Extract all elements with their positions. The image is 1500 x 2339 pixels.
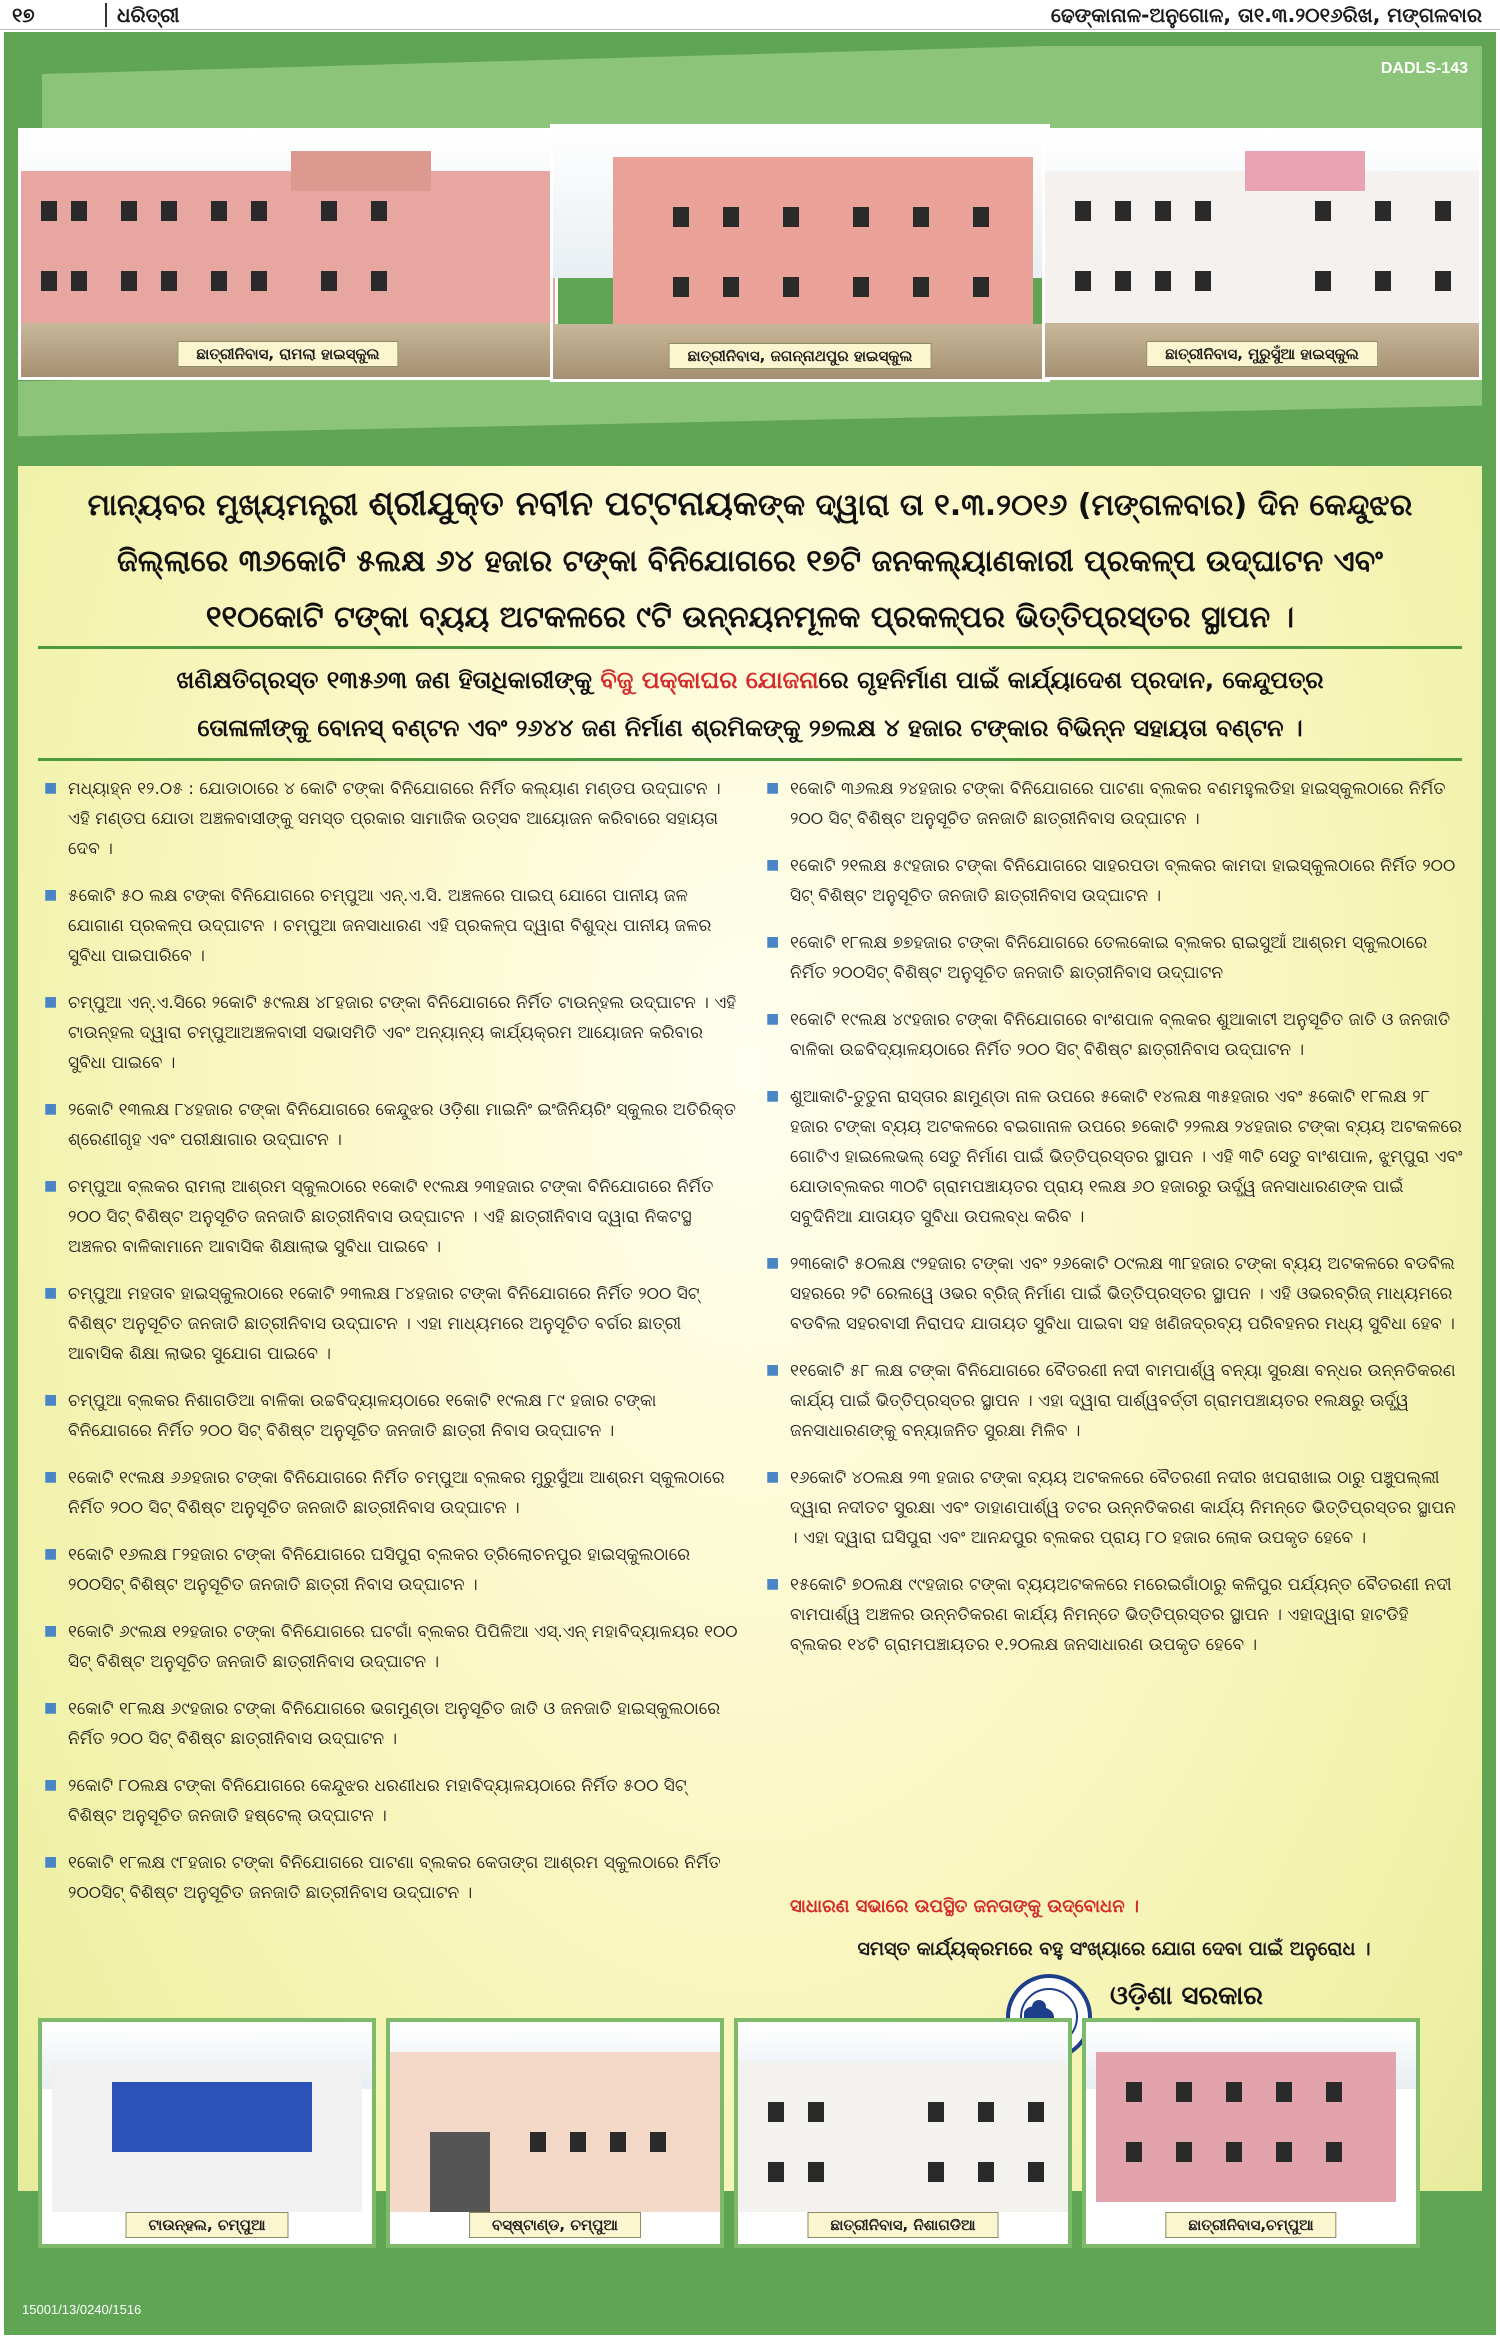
list-item: ■ ୧କୋଟି ୧୬ଲକ୍ଷ ୮୨ହଜାର ଟଙ୍କା ବିନିଯୋଗରେ ଘସିପୁରା ବ୍ଲକର ତ୍ରିଲୋଚନପୁର ହାଇସ୍କୁଲଠାରେ ୨୦୦ସିଟ୍ ବିଶିଷ୍ଟ ଅନୁସୂଚିତ ଜନଜାତି ଛାତ୍ରୀ ନିବାସ ଉଦ୍‌ଘାଟନ । xyxy=(44,1545,691,1595)
photo-hostel-jagannathpur xyxy=(550,124,1050,382)
list-item: ■ ୧କୋଟି ୧୮ଲକ୍ଷ ୬୯ହଜାର ଟଙ୍କା ବିନିଯୋଗରେ ଭଗମୁଣ୍ଡା ଅନୁସୂଚିତ ଜାତି ଓ ଜନଜାତି ହାଇସ୍କୁଲଠାରେ ନିର୍ମିତ ୨୦୦ ସିଟ୍ ବିଶିଷ୍ଟ ଛାତ୍ରୀନିବାସ ଉଦ୍‌ଘାଟନ । xyxy=(44,1699,721,1749)
right-column xyxy=(764,774,1464,1677)
closing-notes xyxy=(764,1886,1464,1970)
bullet-icon: ■ xyxy=(44,1392,58,1408)
photo-hostel-murusuan xyxy=(1042,128,1482,380)
photo-caption: ଛାତ୍ରୀନିବାସ, ଜଗନ୍ନାଥପୁର ହାଇସ୍କୁଲ xyxy=(669,343,932,369)
photo-hostel-nishagadia xyxy=(734,2018,1072,2248)
photo-caption: ଛାତ୍ରୀନିବାସ,ଚମ୍ପୁଆ xyxy=(1165,2212,1336,2238)
govt-name: ଓଡ଼ିଶା ସରକାର xyxy=(1110,1981,1264,2011)
list-item: ■ ୧୫କୋଟି ୭୦ଲକ୍ଷ ୯୯ହଜାର ଟଙ୍କା ବ୍ୟୟଅଟକଳରେ ମରେଇଗାଁଠାରୁ କଳିପୁର ପର୍ଯ୍ୟନ୍ତ ବୈତରଣୀ ନଦୀ ବାମପାର୍ଶ୍ୱ ଅଞ୍ଚଳର ଉନ୍ନତିକରଣ କାର୍ଯ୍ୟ ନିମନ୍ତେ ଭିତ୍ତିପ୍ରସ୍ତର ସ୍ଥାପନ । ଏହାଦ୍ୱାରା ହାଟଡିହି ବ୍ଲକର ୧୪ଟି ଗ୍ରାମପଞ୍ଚାୟତର ୧.୨୦ଲକ୍ଷ ଜନସାଧାରଣ ଉପକୃତ ହେବେ । xyxy=(766,1575,1452,1655)
photo-caption: ଛାତ୍ରୀନିବାସ, ନିଶାଗଡିଆ xyxy=(807,2212,998,2238)
photo-caption: ଛାତ୍ରୀନିବାସ, ରାମଲା ହାଇସ୍କୁଲ xyxy=(177,341,398,367)
list-item: ■ ମଧ୍ୟାହ୍ନ ୧୨.୦୫ : ଯୋଡାଠାରେ ୪ କୋଟି ଟଙ୍କା ବିନିଯୋଗରେ ନିର୍ମିତ କଲ୍ୟାଣ ମଣ୍ଡପ ଉଦ୍‌ଘାଟନ । ଏହି ମଣ୍ଡପ ଯୋଡା ଅଞ୍ଚଳବାସୀଙ୍କୁ ସମସ୍ତ ପ୍ରକାର ସାମାଜିକ ଉତ୍ସବ ଆୟୋଜନ କରିବାରେ ସହାୟତା ଦେବ । xyxy=(44,779,721,859)
bullet-icon: ■ xyxy=(766,780,780,796)
list-item: ■ ୧କୋଟି ୨୧ଲକ୍ଷ ୫୯ହଜାର ଟଙ୍କା ବିନିଯୋଗରେ ସାହରପଡା ବ୍ଲକର କାମଦା ହାଇସ୍କୁଲଠାରେ ନିର୍ମିତ ୨୦୦ ସିଟ୍ ବିଶିଷ୍ଟ ଅନୁସୂଚିତ ଜନଜାତି ଛାତ୍ରୀନିବାସ ଉଦ୍‌ଘାଟନ । xyxy=(766,856,1456,906)
newspaper-name: ଧରିତ୍ରୀ xyxy=(105,3,179,27)
bullet-icon: ■ xyxy=(766,1469,780,1485)
bullet-icon: ■ xyxy=(44,1285,58,1301)
list-item: ■ ୨କୋଟି ୧୩ଲକ୍ଷ ୮୪ହଜାର ଟଙ୍କା ବିନିଯୋଗରେ କେନ୍ଦୁଝର ଓଡ଼ିଶା ମାଇନିଂ ଇଂଜିନିୟରିଂ ସ୍କୁଲର ଅତିରିକ୍ତ ଶ୍ରେଣୀଗୃହ ଏବଂ ପରୀକ୍ଷାଗାର ଉଦ୍‌ଘାଟନ । xyxy=(44,1100,737,1150)
photo-caption: ବସ୍‌ଷ୍ଟାଣ୍ଡ, ଚମ୍ପୁଆ xyxy=(469,2212,641,2238)
bullet-icon: ■ xyxy=(766,1362,780,1378)
dateline: ଢେଙ୍କାନାଳ-ଅନୁଗୋଳ, ତା୧.୩.୨୦୧୬ରିଖ, ମଙ୍ଗଳବାର xyxy=(1050,3,1482,27)
photo-hostel-ramla xyxy=(18,128,558,380)
list-item: ■ ୧୬କୋଟି ୪୦ଲକ୍ଷ ୨୩ ହଜାର ଟଙ୍କା ବ୍ୟୟ ଅଟକଳରେ ବୈତରଣୀ ନଦୀର ଖପରାଖାଇ ଠାରୁ ପଞ୍ଚୁପଲ୍ଲୀ ଦ୍ୱାରା ନଦୀତଟ ସୁରକ୍ଷା ଏବଂ ଡାହାଣପାର୍ଶ୍ୱ ତଟର ଉନ୍ନତିକରଣ କାର୍ଯ୍ୟ ନିମନ୍ତେ ଭିତ୍ତିପ୍ରସ୍ତର ସ୍ଥାପନ । ଏହା ଦ୍ୱାରା ଘସିପୁରା ଏବଂ ଆନନ୍ଦପୁର ବ୍ଲକର ପ୍ରାୟ ୮୦ ହଜାର ଲୋକ ଉପକୃତ ହେବେ । xyxy=(766,1468,1456,1548)
ad-reference-code: 15001/13/0240/1516 xyxy=(22,2302,142,2317)
list-item: ■ ୧କୋଟି ୧୯ଲକ୍ଷ ୪୯ହଜାର ଟଙ୍କା ବିନିଯୋଗରେ ବାଂଶପାଳ ବ୍ଲକର ଶୁଆକାଟୀ ଅନୁସୂଚିତ ଜାତି ଓ ଜନଜାତି ବାଳିକା ଉଚ୍ଚବିଦ୍ୟାଳୟଠାରେ ନିର୍ମିତ ୨୦୦ ସିଟ୍ ବିଶିଷ୍ଟ ଛାତ୍ରୀନିବାସ ଉଦ୍‌ଘାଟନ । xyxy=(766,1010,1451,1060)
list-item: ■ ୧କୋଟି ୬୯ଲକ୍ଷ ୧୨ହଜାର ଟଙ୍କା ବିନିଯୋଗରେ ଘଟଗାଁ ବ୍ଲକର ପିପିଳିଆ ଏସ୍.ଏନ୍ ମହାବିଦ୍ୟାଳୟର ୧୦୦ ସିଟ୍ ବିଶିଷ୍ଟ ଅନୁସୂଚିତ ଜନଜାତି ଛାତ୍ରୀନିବାସ ଉଦ୍‌ଘାଟନ । xyxy=(44,1622,738,1672)
bullet-icon: ■ xyxy=(766,1576,780,1592)
bullet-icon: ■ xyxy=(766,934,780,950)
bullet-icon: ■ xyxy=(766,1011,780,1027)
list-item: ■ ଚମ୍ପୁଆ ବ୍ଲକର ନିଶାଗଡିଆ ବାଳିକା ଉଚ୍ଚବିଦ୍ୟାଳୟଠାରେ ୧କୋଟି ୧୯ଲକ୍ଷ ୮୯ ହଜାର ଟଙ୍କା ବିନିଯୋଗରେ ନିର୍ମିତ ୨୦୦ ସିଟ୍ ବିଶିଷ୍ଟ ଅନୁସୂଚିତ ଜନଜାତି ଛାତ୍ରୀ ନିବାସ ଉଦ୍‌ଘାଟନ । xyxy=(44,1391,657,1441)
subhead-post: ରେ ଗୃହନିର୍ମାଣ ପାଇଁ କାର୍ଯ୍ୟାଦେଶ ପ୍ରଦାନ, କେନ୍ଦୁପତ୍ର xyxy=(818,666,1324,694)
bullet-icon: ■ xyxy=(44,887,58,903)
left-column xyxy=(42,774,738,1925)
list-item: ■ ୨କୋଟି ୮୦ଲକ୍ଷ ଟଙ୍କା ବିନିଯୋଗରେ କେନ୍ଦୁଝର ଧରଣୀଧର ମହାବିଦ୍ୟାଳୟଠାରେ ନିର୍ମିତ ୫୦୦ ସିଟ୍ ବିଶିଷ୍ଟ ଅନୁସୂଚିତ ଜନଜାତି ହଷ୍ଟେଲ୍ ଉଦ୍‌ଘାଟନ । xyxy=(44,1776,687,1826)
bullet-icon: ■ xyxy=(44,1178,58,1194)
attendance-request: ସମସ୍ତ କାର୍ଯ୍ୟକ୍ରମରେ ବହୁ ସଂଖ୍ୟାରେ ଯୋଗ ଦେବା ପାଇଁ ଅନୁରୋଧ । xyxy=(857,1938,1371,1960)
headline-pre: ମାନ୍ୟବର ମୁଖ୍ୟମନ୍ତ୍ରୀ xyxy=(87,488,359,523)
advertisement-body xyxy=(18,46,1482,2321)
list-item: ■ ୧୧କୋଟି ୫୮ ଲକ୍ଷ ଟଙ୍କା ବିନିଯୋଗରେ ବୈତରଣୀ ନଦୀ ବାମପାର୍ଶ୍ୱ ବନ୍ୟା ସୁରକ୍ଷା ବନ୍ଧର ଉନ୍ନତିକରଣ କାର୍ଯ୍ୟ ପାଇଁ ଭିତ୍ତିପ୍ରସ୍ତର ସ୍ଥାପନ । ଏହା ଦ୍ୱାରା ପାର୍ଶ୍ୱବର୍ତ୍ତୀ ଗ୍ରାମପଞ୍ଚାୟତର ୧ଲକ୍ଷରୁ ଊର୍ଦ୍ଧ୍ୱ ଜନସାଧାରଣଙ୍କୁ ବନ୍ୟାଜନିତ ସୁରକ୍ଷା ମିଳିବ । xyxy=(766,1361,1456,1441)
headline-line-3: ୧୧୦କୋଟି ଟଙ୍କା ବ୍ୟୟ ଅଟକଳରେ ୯ଟି ଉନ୍ନୟନମୂଳକ ପ୍ରକଳ୍ପର ଭିତ୍ତିପ୍ରସ୍ତର ସ୍ଥାପନ । xyxy=(205,600,1295,635)
public-address-note: ସାଧାରଣ ସଭାରେ ଉପସ୍ଥିତ ଜନତାଙ୍କୁ ଉଦ୍‌ବୋଧନ । xyxy=(790,1896,1139,1917)
photo-caption: ଟାଉନ୍‌ହଲ, ଚମ୍ପୁଆ xyxy=(126,2212,289,2238)
page-number: ୧୭ xyxy=(12,3,35,27)
bullet-icon: ■ xyxy=(44,1469,58,1485)
photo-hostel-champua xyxy=(1082,2018,1420,2248)
bullet-icon: ■ xyxy=(44,1546,58,1562)
ad-code: DADLS-143 xyxy=(1380,60,1468,77)
list-item: ■ ୧କୋଟି ୩୬ଲକ୍ଷ ୨୪ହଜାର ଟଙ୍କା ବିନିଯୋଗରେ ପାଟଣା ବ୍ଲକର ବଣମହୁଲଡିହା ହାଇସ୍କୁଲଠାରେ ନିର୍ମିତ ୨୦୦ ସିଟ୍ ବିଶିଷ୍ଟ ଅନୁସୂଚିତ ଜନଜାତି ଛାତ୍ରୀନିବାସ ଉଦ୍‌ଘାଟନ । xyxy=(766,779,1446,829)
bullet-icon: ■ xyxy=(766,857,780,873)
list-item: ■ ଶୁଆକାଟି-ତୁତୁନା ରାସ୍ତାର ଛାମୁଣ୍ଡା ନାଳ ଉପରେ ୫କୋଟି ୧୪ଲକ୍ଷ ୩୫ହଜାର ଏବଂ ୫କୋଟି ୧୮ଲକ୍ଷ ୨୮ ହଜାର ଟଙ୍କା ବ୍ୟୟ ଅଟକଳରେ ବଇଗାନାଳ ଉପରେ ୭କୋଟି ୨୨ଲକ୍ଷ ୨୪ହଜାର ଟଙ୍କା ବ୍ୟୟ ଅଟକଳରେ ଗୋଟିଏ ହାଇଲେଭଲ୍ ସେତୁ ନିର୍ମାଣ ପାଇଁ ଭିତ୍ତିପ୍ରସ୍ତର ସ୍ଥାପନ । ଏହି ୩ଟି ସେତୁ ବାଂଶପାଳ, ଝୁମ୍ପୁରା ଏବଂ ଯୋଡାବ୍ଲକର ୩୦ଟି ଗ୍ରାମପଞ୍ଚାୟତର ପ୍ରାୟ ୧ଲକ୍ଷ ୬୦ ହଜାରରୁ ଊର୍ଦ୍ଧ୍ୱ ଜନସାଧାରଣଙ୍କ ପାଇଁ ସବୁଦିନିଆ ଯାତାୟତ ସୁବିଧା ଉପଲବ୍ଧ କରିବ । xyxy=(766,1087,1463,1227)
cm-name: ଶ୍ରୀଯୁକ୍ତ ନବୀନ ପଟ୍ଟନାୟକ xyxy=(368,484,758,524)
headline-line-2: ଜିଲ୍ଲାରେ ୩୬କୋଟି ୫ଲକ୍ଷ ୬୪ ହଜାର ଟଙ୍କା ବିନିଯୋଗରେ ୧୭ଟି ଜନକଲ୍ୟାଣକାରୀ ପ୍ରକଳ୍ପ ଉଦ୍‌ଘାଟନ ଏବଂ xyxy=(117,544,1383,579)
list-item: ■ ଚମ୍ପୁଆ ମହତାବ ହାଇସ୍କୁଲଠାରେ ୧କୋଟି ୨୩ଲକ୍ଷ ୮୪ହଜାର ଟଙ୍କା ବିନିଯୋଗରେ ନିର୍ମିତ ୨୦୦ ସିଟ୍ ବିଶିଷ୍ଟ ଅନୁସୂଚିତ ଜନଜାତି ଛାତ୍ରୀନିବାସ ଉଦ୍‌ଘାଟନ । ଏହା ମାଧ୍ୟମରେ ଅନୁସୂଚିତ ବର୍ଗର ଛାତ୍ରୀ ଆବାସିକ ଶିକ୍ଷା ଲାଭର ସୁଯୋଗ ପାଇବେ । xyxy=(44,1284,700,1364)
top-photo-row xyxy=(18,124,1482,382)
subheadline xyxy=(38,656,1462,752)
subhead-line-2: ତୋଳାଳୀଙ୍କୁ ବୋନସ୍ ବଣ୍ଟନ ଏବଂ ୨୬୪୪ ଜଣ ନିର୍ମାଣ ଶ୍ରମିକଙ୍କୁ ୨୭ଲକ୍ଷ ୪ ହଜାର ଟଙ୍କାର ବିଭିନ୍ନ ସହାୟତା ବଣ୍ଟନ । xyxy=(197,714,1303,742)
bullet-icon: ■ xyxy=(44,1854,58,1870)
newspaper-masthead xyxy=(0,0,1500,30)
list-item: ■ ଚମ୍ପୁଆ ବ୍ଲକର ରାମଲା ଆଶ୍ରମ ସ୍କୁଲଠାରେ ୧କୋଟି ୧୯ଲକ୍ଷ ୨୩ହଜାର ଟଙ୍କା ବିନିଯୋଗରେ ନିର୍ମିତ ୨୦୦ ସିଟ୍ ବିଶିଷ୍ଟ ଅନୁସୂଚିତ ଜନଜାତି ଛାତ୍ରୀନିବାସ ଉଦ୍‌ଘାଟନ । ଏହି ଛାତ୍ରୀନିବାସ ଦ୍ୱାରା ନିକଟସ୍ଥ ଅଞ୍ଚଳର ବାଳିକାମାନେ ଆବାସିକ ଶିକ୍ଷାଲାଭ ସୁବିଧା ପାଇବେ । xyxy=(44,1177,714,1257)
headline xyxy=(38,476,1462,646)
list-item: ■ ୧କୋଟି ୧୮ଲକ୍ଷ ୯୮ହଜାର ଟଙ୍କା ବିନିଯୋଗରେ ପାଟଣା ବ୍ଲକର କେତାଙ୍ଗ ଆଶ୍ରମ ସ୍କୁଲଠାରେ ନିର୍ମିତ ୨୦୦ସିଟ୍ ବିଶିଷ୍ଟ ଅନୁସୂଚିତ ଜନଜାତି ଛାତ୍ରୀନିବାସ ଉଦ୍‌ଘାଟନ । xyxy=(44,1853,721,1903)
photo-caption: ଛାତ୍ରୀନିବାସ, ମୁରୁସୁଁଆ ହାଇସ୍କୁଲ xyxy=(1146,341,1378,367)
divider xyxy=(38,646,1462,649)
bullet-icon: ■ xyxy=(44,1101,58,1117)
list-item: ■ ୧କୋଟି ୧୯ଲକ୍ଷ ୬୬ହଜାର ଟଙ୍କା ବିନିଯୋଗରେ ନିର୍ମିତ ଚମ୍ପୁଆ ବ୍ଲକର ମୁରୁସୁଁଆ ଆଶ୍ରମ ସ୍କୁଲଠାରେ ନିର୍ମିତ ୨୦୦ ସିଟ୍ ବିଶିଷ୍ଟ ଅନୁସୂଚିତ ଜନଜାତି ଛାତ୍ରୀନିବାସ ଉଦ୍‌ଘାଟନ । xyxy=(44,1468,725,1518)
bottom-photo-row xyxy=(18,2018,1482,2258)
bullet-icon: ■ xyxy=(766,1255,780,1271)
scheme-name: ବିଜୁ ପକ୍କାଘର ଯୋଜନା xyxy=(600,666,819,694)
bullet-icon: ■ xyxy=(766,1088,780,1104)
subhead-pre: ଖଣିକ୍ଷତିଗ୍ରସ୍ତ ୧୩୫୬୩ ଜଣ ହିତାଧିକାରୀଙ୍କୁ xyxy=(176,666,593,694)
bullet-icon: ■ xyxy=(44,780,58,796)
list-item: ■ ଚମ୍ପୁଆ ଏନ୍.ଏ.ସିରେ ୨କୋଟି ୫୯ଲକ୍ଷ ୪୮ହଜାର ଟଙ୍କା ବିନିଯୋଗରେ ନିର୍ମିତ ଟାଉନ୍‌ହଲ ଉଦ୍‌ଘାଟନ । ଏହି ଟାଉନ୍‌ହଲ ଦ୍ୱାରା ଚମ୍ପୁଆଅଞ୍ଚଳବାସୀ ସଭାସମିତି ଏବଂ ଅନ୍ୟାନ୍ୟ କାର୍ଯ୍ୟକ୍ରମ ଆୟୋଜନ କରିବାର ସୁବିଧା ପାଇବେ । xyxy=(44,993,737,1073)
bullet-icon: ■ xyxy=(44,1623,58,1639)
bullet-icon: ■ xyxy=(44,1700,58,1716)
headline-post: ଙ୍କ ଦ୍ୱାରା ତା ୧.୩.୨୦୧୬ (ମଙ୍ଗଳବାର) ଦିନ କେନ୍ଦୁଝର xyxy=(758,488,1413,523)
list-item: ■ ୧କୋଟି ୧୮ଲକ୍ଷ ୭୭ହଜାର ଟଙ୍କା ବିନିଯୋଗରେ ତେଲକୋଇ ବ୍ଲକର ରାଇସୁଆଁ ଆଶ୍ରମ ସ୍କୁଲଠାରେ ନିର୍ମିତ ୨୦୦ସିଟ୍ ବିଶିଷ୍ଟ ଅନୁସୂଚିତ ଜନଜାତି ଛାତ୍ରୀନିବାସ ଉଦ୍‌ଘାଟନ xyxy=(766,933,1428,983)
bullet-icon: ■ xyxy=(44,994,58,1010)
list-item: ■ ୫କୋଟି ୫୦ ଲକ୍ଷ ଟଙ୍କା ବିନିଯୋଗରେ ଚମ୍ପୁଆ ଏନ୍.ଏ.ସି. ଅଞ୍ଚଳରେ ପାଇପ୍ ଯୋଗେ ପାନୀୟ ଜଳ ଯୋଗାଣ ପ୍ରକଳ୍ପ ଉଦ୍‌ଘାଟନ । ଚମ୍ପୁଆ ଜନସାଧାରଣ ଏହି ପ୍ରକଳ୍ପ ଦ୍ୱାରା ବିଶୁଦ୍ଧ ପାନୀୟ ଜଳର ସୁବିଧା ପାଇପାରିବେ । xyxy=(44,886,712,966)
divider xyxy=(38,758,1462,761)
bullet-icon: ■ xyxy=(44,1777,58,1793)
photo-town-hall xyxy=(38,2018,376,2248)
government-advertisement xyxy=(4,32,1496,2335)
photo-bus-stand xyxy=(386,2018,724,2248)
list-item: ■ ୨୩କୋଟି ୫୦ଲକ୍ଷ ୯୨ହଜାର ଟଙ୍କା ଏବଂ ୨୬କୋଟି ୦୯ଲକ୍ଷ ୩୮ହଜାର ଟଙ୍କା ବ୍ୟୟ ଅଟକଳରେ ବଡବିଲ ସହରରେ ୨ଟି ରେଲୱେ ଓଭର ବ୍ରିଜ୍ ନିର୍ମାଣ ପାଇଁ ଭିତ୍ତିପ୍ରସ୍ତର ସ୍ଥାପନ । ଏହି ଓଭରବ୍ରିଜ୍ ମାଧ୍ୟମରେ ବଡବିଲ ସହରବାସୀ ନିରାପଦ ଯାତାୟତ ସୁବିଧା ପାଇବା ସହ ଖଣିଜଦ୍ରବ୍ୟ ପରିବହନର ମଧ୍ୟ ସୁବିଧା ହେବ । xyxy=(766,1254,1455,1334)
